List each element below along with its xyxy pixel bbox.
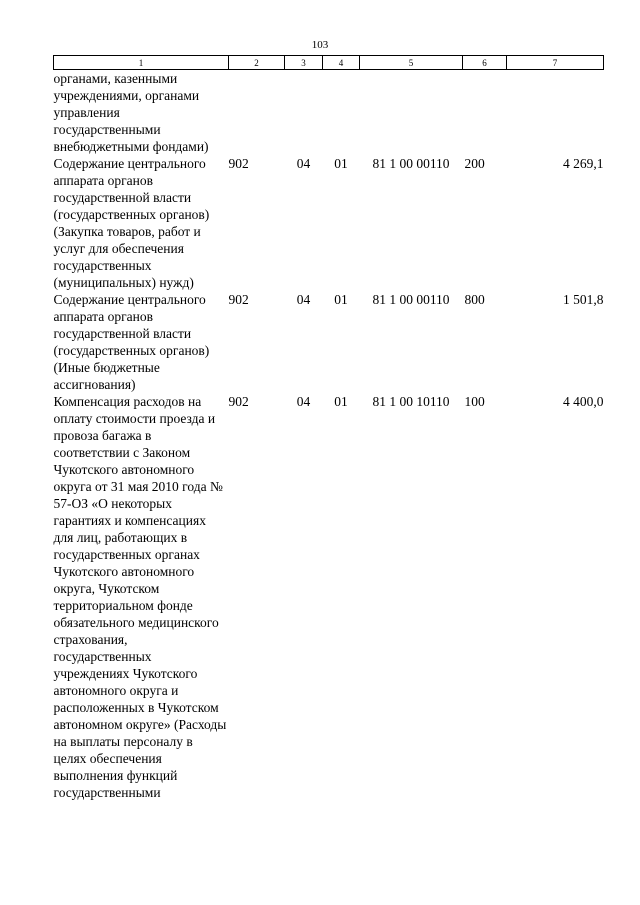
- row-admin-code: [229, 70, 285, 156]
- row-expense-type: 800: [464, 292, 485, 307]
- column-header-4: 4: [323, 56, 360, 70]
- row-section: 04: [296, 292, 311, 307]
- budget-table: [53, 55, 604, 801]
- table-row: [54, 291, 604, 393]
- row-target-article: [360, 70, 463, 156]
- row-section: [285, 70, 323, 156]
- row-admin-code: 902: [228, 394, 249, 409]
- row-amount: [507, 70, 604, 156]
- row-admin-code: 902: [228, 156, 249, 171]
- column-header-5: 5: [360, 56, 463, 70]
- row-expense-type: 200: [464, 156, 485, 171]
- row-name: Содержание центрального аппарата органов государственной власти (государственных органов) (Закупка товаров, работ и услуг для обеспечения государственных (муниципальных) нужд): [53, 156, 210, 290]
- page-number: 103: [311, 39, 329, 51]
- row-expense-type: 100: [464, 394, 485, 409]
- row-admin-code: 902: [228, 292, 249, 307]
- column-header-3: 3: [285, 56, 323, 70]
- row-name: Содержание центрального аппарата органов государственной власти (государственных органов) (Иные бюджетные ассигнования): [53, 292, 210, 392]
- table-row: [54, 70, 604, 156]
- table-header-row: [54, 56, 604, 70]
- row-amount: 1 501,8: [563, 292, 604, 307]
- row-subsection: 01: [334, 394, 348, 409]
- row-section: 04: [296, 394, 311, 409]
- table-header: [54, 56, 604, 70]
- row-amount: 4 400,0: [563, 394, 604, 409]
- row-target-article: 81 1 00 10110: [372, 394, 450, 409]
- row-expense-type: [463, 70, 507, 156]
- column-header-1: 1: [54, 56, 229, 70]
- table-row: [54, 393, 604, 801]
- row-name: органами, казенными учреждениями, органами управления государственными внебюджетными фондами): [53, 71, 209, 154]
- row-subsection: 01: [334, 156, 348, 171]
- row-subsection: [323, 70, 360, 156]
- row-target-article: 81 1 00 00110: [372, 156, 450, 171]
- table-row: [54, 155, 604, 291]
- row-name: Компенсация расходов на оплату стоимости проезда и провоза багажа в соответствии с Законом Чукотского автономного округа от 31 мая 2010 года № 57-ОЗ «О некоторых гарантиях и компенсациях для лиц, работающих в государственных органах Чукотского автономного округа, Чукотском территориальном фонде обязательного медицинского страхования, государственных учреждениях Чукотского автономного округа и расположенных в Чукотском автономном округе» (Расходы на выплаты персоналу в целях обеспечения выполнения функций государственными: [53, 394, 227, 800]
- column-header-2: 2: [229, 56, 285, 70]
- row-section: 04: [296, 156, 311, 171]
- column-header-7: 7: [507, 56, 604, 70]
- column-header-6: 6: [463, 56, 507, 70]
- row-target-article: 81 1 00 00110: [372, 292, 450, 307]
- table-body: [54, 70, 604, 802]
- row-subsection: 01: [334, 292, 348, 307]
- row-amount: 4 269,1: [563, 156, 604, 171]
